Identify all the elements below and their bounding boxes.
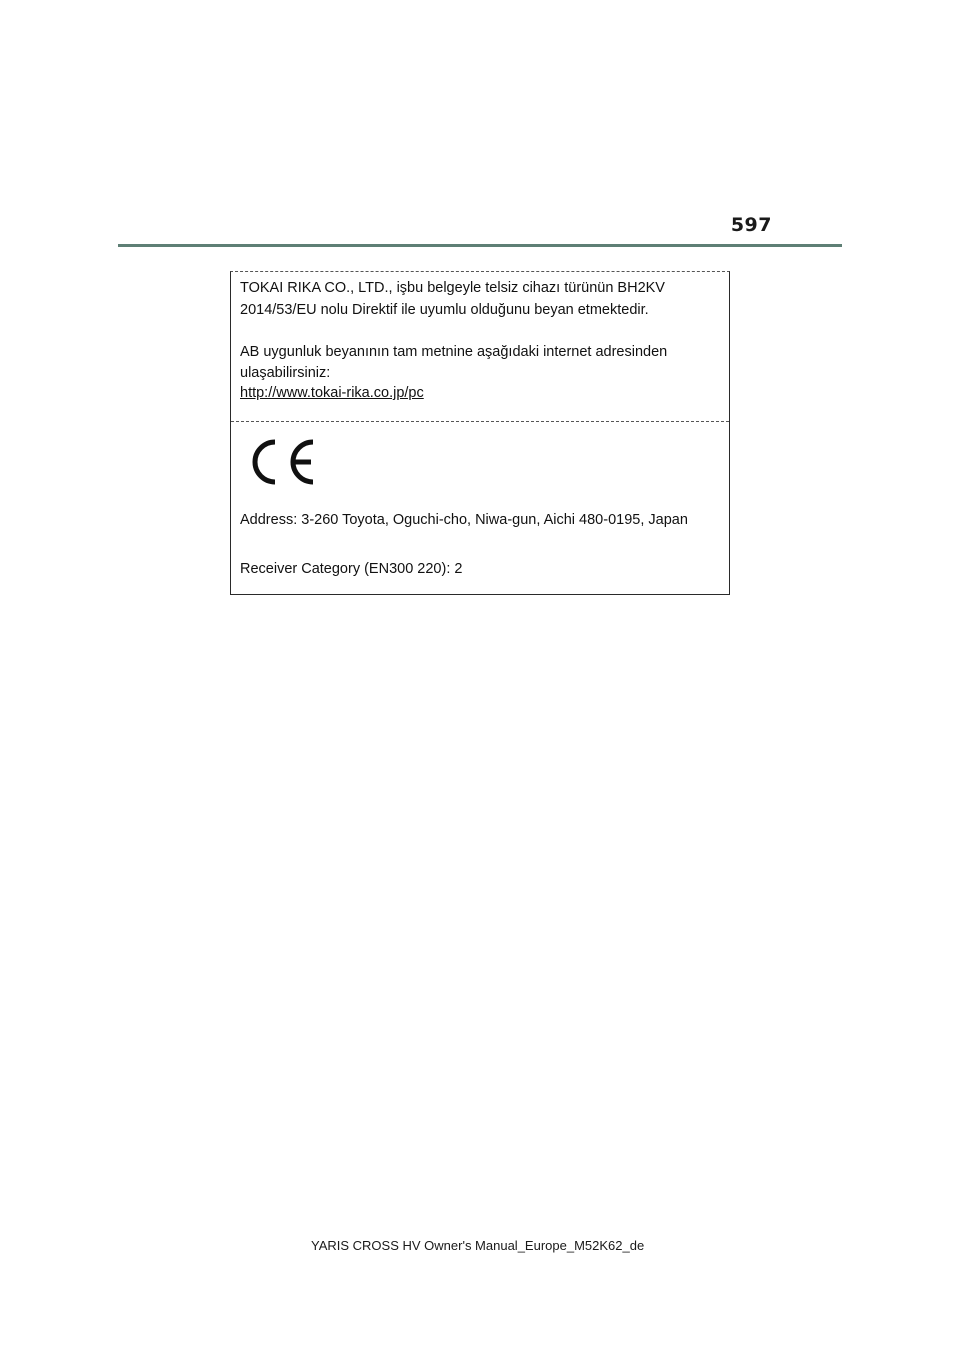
access-line-1: AB uygunluk beyanının tam metnine aşağıdaki internet adresinden	[240, 344, 668, 360]
declaration-line-2: 2014/53/EU nolu Direktif ile uyumlu olduğunu beyan etmektedir.	[240, 302, 649, 318]
declaration-line-1: TOKAI RIKA CO., LTD., işbu belgeyle telsiz cihazı türünün BH2KV	[240, 280, 665, 296]
manufacturer-address: Address: 3-260 Toyota, Oguchi-cho, Niwa-gun, Aichi 480-0195, Japan	[240, 512, 688, 528]
svg-text:YARIS CROSS HV Owner's Manual_: YARIS CROSS HV Owner's Manual_Europe_M52K62_de	[311, 1238, 645, 1253]
page-number: 597	[730, 214, 772, 236]
access-line-2: ulaşabilirsiniz:	[240, 365, 331, 381]
receiver-category: Receiver Category (EN300 220): 2	[240, 561, 463, 577]
declaration-url-link[interactable]: http://www.tokai-rika.co.jp/pc	[240, 385, 424, 401]
